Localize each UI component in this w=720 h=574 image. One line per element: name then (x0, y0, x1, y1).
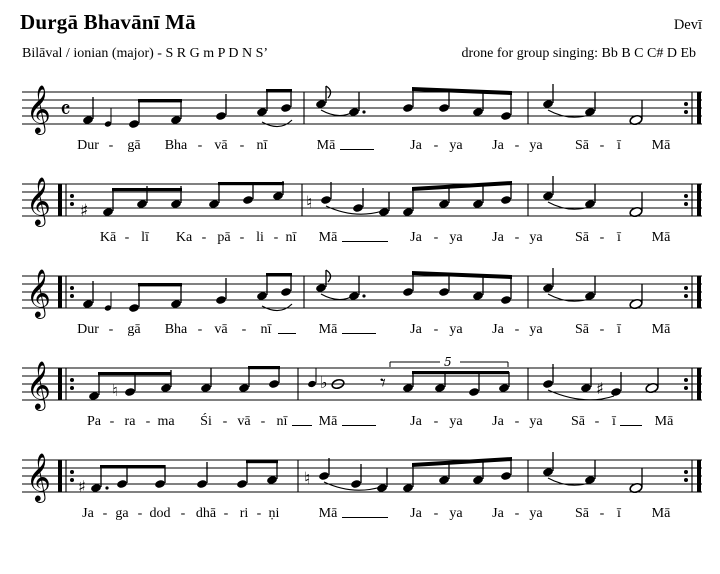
melisma-line (620, 425, 642, 426)
lyric-syllable: ga (115, 506, 129, 521)
lyric-hyphen: - (145, 414, 151, 429)
lyric-syllable: ī (617, 322, 621, 337)
lyric-syllable: Ja (410, 138, 422, 153)
scale-label: Bilāval / ionian (major) - S R G m P D N S’ (22, 46, 269, 61)
lyric-syllable: Ja (492, 506, 504, 521)
lyric-syllable: ya (449, 506, 463, 521)
lyric-syllable: Mā (316, 138, 336, 153)
lyric-hyphen: - (222, 414, 228, 429)
lyric-syllable: nī (276, 414, 288, 429)
lyric-syllable: Dur (77, 138, 99, 153)
lyric-hyphen: - (239, 138, 245, 153)
lyric-hyphen: - (599, 322, 605, 337)
lyric-syllable: Ja (410, 414, 422, 429)
lyric-syllable: ya (529, 506, 543, 521)
lyric-hyphen: - (197, 138, 203, 153)
rest-icon: 𝄾 (380, 371, 386, 396)
lyric-syllable: ī (612, 414, 616, 429)
lyric-hyphen: - (433, 506, 439, 521)
score-systems (14, 78, 706, 538)
music-system (16, 78, 708, 170)
lyric-hyphen: - (256, 506, 262, 521)
lyric-syllable: Mā (651, 138, 671, 153)
lyrics-line-5 (16, 506, 708, 528)
melisma-line (278, 333, 296, 334)
lyric-hyphen: - (514, 506, 520, 521)
tuplet-bracket (390, 355, 508, 369)
lyrics-line-2 (16, 230, 708, 252)
lyric-syllable: nī (256, 138, 268, 153)
lyric-syllable: ya (529, 322, 543, 337)
tuplet-number: 5 (444, 355, 452, 369)
melisma-line (342, 241, 388, 242)
lyric-syllable: Mā (651, 506, 671, 521)
sharp-icon: ♯ (596, 379, 604, 398)
lyric-syllable: nī (285, 230, 297, 245)
lyric-hyphen: - (102, 506, 108, 521)
lyric-hyphen: - (223, 506, 229, 521)
lyric-syllable: Mā (318, 322, 338, 337)
lyric-syllable: Dur (77, 322, 99, 337)
lyric-syllable: ī (617, 506, 621, 521)
lyric-syllable: ya (449, 414, 463, 429)
lyrics-line-3 (16, 322, 708, 344)
page-title: Durgā Bhavānī Mā (20, 10, 196, 34)
lyric-hyphen: - (273, 230, 279, 245)
lyric-syllable: gā (127, 138, 141, 153)
lyric-syllable: Śi (200, 414, 212, 429)
lyric-syllable: Mā (318, 230, 338, 245)
svg-text:𝄞: 𝄞 (26, 84, 51, 133)
flat-icon: ♭ (320, 373, 328, 392)
lyric-hyphen: - (594, 414, 600, 429)
melisma-line (342, 425, 376, 426)
melisma-line (292, 425, 312, 426)
melisma-line (342, 517, 388, 518)
lyric-syllable: dhā (195, 506, 217, 521)
lyric-hyphen: - (241, 322, 247, 337)
lyric-syllable: Mā (318, 506, 338, 521)
treble-clef-icon (26, 84, 51, 135)
lyric-syllable: vā (214, 322, 228, 337)
lyric-syllable: Mā (654, 414, 674, 429)
lyric-syllable: Pa (87, 414, 101, 429)
lyric-hyphen: - (433, 322, 439, 337)
lyric-hyphen: - (433, 138, 439, 153)
staff-system-3 (16, 262, 708, 324)
lyric-syllable: ya (529, 230, 543, 245)
lyric-syllable: Sā (575, 322, 589, 337)
sharp-icon: ♯ (80, 201, 89, 221)
lyric-hyphen: - (239, 230, 245, 245)
lyric-syllable: Mā (318, 414, 338, 429)
lyric-syllable: ī (617, 138, 621, 153)
lyric-syllable: ya (449, 138, 463, 153)
lyric-syllable: Ja (82, 506, 94, 521)
lyric-syllable: Sā (571, 414, 585, 429)
lyric-syllable: Ja (492, 322, 504, 337)
lyric-syllable: li (256, 230, 264, 245)
lyric-syllable: gā (127, 322, 141, 337)
lyric-syllable: Sā (575, 230, 589, 245)
treble-clef-icon: 𝄞 (26, 176, 51, 225)
lyric-syllable: Mā (651, 230, 671, 245)
lyric-syllable: dod (149, 506, 171, 521)
lyric-hyphen: - (197, 322, 203, 337)
lyric-syllable: ya (449, 322, 463, 337)
lyric-syllable: pā (217, 230, 231, 245)
lyric-syllable: ya (449, 230, 463, 245)
staff-system-2 (16, 170, 708, 232)
lyric-syllable: Ja (492, 230, 504, 245)
lyric-syllable: Mā (651, 322, 671, 337)
lyric-syllable: vā (237, 414, 251, 429)
lyric-syllable: Ja (410, 230, 422, 245)
lyric-syllable: lī (141, 230, 149, 245)
music-system (16, 446, 708, 538)
lyric-hyphen: - (108, 138, 114, 153)
treble-clef-icon: 𝄞 (26, 268, 51, 317)
lyric-syllable: Sā (575, 138, 589, 153)
lyric-hyphen: - (260, 414, 266, 429)
lyric-syllable: ṇi (268, 506, 280, 521)
title-row (14, 10, 706, 40)
lyric-hyphen: - (108, 322, 114, 337)
lyric-hyphen: - (599, 230, 605, 245)
sharp-icon: ♯ (78, 477, 86, 496)
lyric-syllable: Ja (410, 322, 422, 337)
lyric-syllable: Sā (575, 506, 589, 521)
lyric-hyphen: - (514, 230, 520, 245)
melisma-line (342, 333, 376, 334)
lyric-hyphen: - (514, 414, 520, 429)
lyric-hyphen: - (180, 506, 186, 521)
natural-icon: ♮ (304, 469, 311, 489)
staff-system-4 (16, 354, 708, 416)
composer-label: Devī (673, 17, 702, 33)
music-system (16, 262, 708, 354)
lyrics-line-4 (16, 414, 708, 436)
treble-clef-icon: 𝄞 (26, 360, 51, 409)
melisma-line (340, 149, 374, 150)
staff-system-5 (16, 446, 708, 508)
staff-system-1 (16, 78, 708, 140)
lyric-syllable: ri (239, 506, 249, 521)
lyric-syllable: nī (260, 322, 272, 337)
lyric-hyphen: - (599, 138, 605, 153)
lyric-syllable: Ja (410, 506, 422, 521)
lyric-hyphen: - (433, 414, 439, 429)
lyric-hyphen: - (514, 322, 520, 337)
lyric-syllable: Ka (175, 230, 193, 245)
lyric-syllable: Ja (492, 414, 504, 429)
treble-clef-icon: 𝄞 (26, 452, 51, 501)
music-system (16, 354, 708, 446)
lyric-hyphen: - (201, 230, 207, 245)
subtitle-row (14, 40, 706, 72)
lyric-syllable: Ja (492, 138, 504, 153)
natural-icon: ♮ (306, 193, 313, 213)
lyric-hyphen: - (124, 230, 130, 245)
lyric-syllable: ya (529, 138, 543, 153)
lyric-syllable: Bha (164, 138, 188, 153)
lyric-hyphen: - (514, 138, 520, 153)
lyric-syllable: vā (214, 138, 228, 153)
lyric-syllable: Kā (99, 230, 117, 245)
lyric-hyphen: - (599, 506, 605, 521)
common-time-icon: 𝄴 (60, 96, 71, 124)
lyric-syllable: ya (529, 414, 543, 429)
lyrics-line-1 (16, 138, 708, 160)
natural-icon: ♮ (112, 381, 118, 400)
lyric-hyphen: - (109, 414, 115, 429)
lyric-syllable: ra (124, 414, 136, 429)
lyric-hyphen: - (137, 506, 143, 521)
lyric-syllable: ī (617, 230, 621, 245)
music-system (16, 170, 708, 262)
lyric-syllable: Bha (164, 322, 188, 337)
lyric-hyphen: - (433, 230, 439, 245)
drone-label: drone for group singing: Bb B C C# D Eb (461, 46, 696, 61)
lyric-syllable: ma (157, 414, 175, 429)
